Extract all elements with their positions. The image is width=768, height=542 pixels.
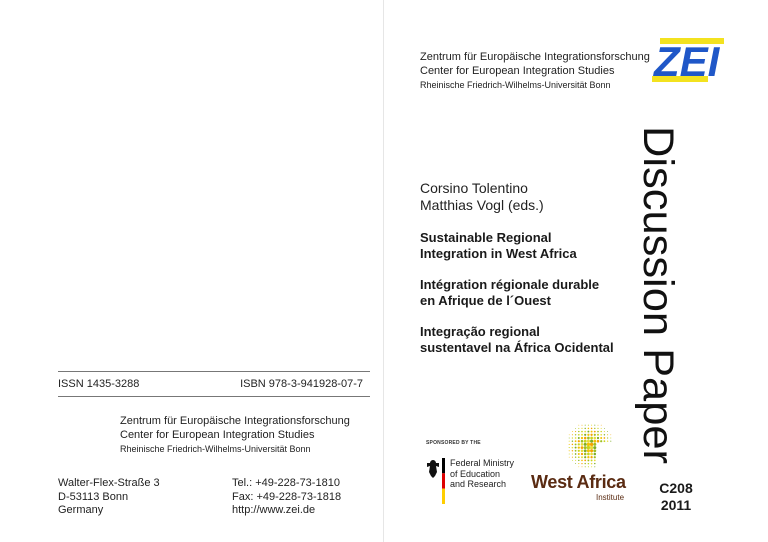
- series-title-vertical: [628, 124, 720, 474]
- logo-dot: [578, 443, 580, 445]
- logo-dot: [594, 434, 596, 436]
- logo-dot: [569, 454, 570, 455]
- logo-dot: [569, 457, 570, 458]
- title-french-line1: Intégration régionale durable: [420, 277, 600, 292]
- logo-dot: [587, 449, 590, 452]
- logo-dot: [569, 434, 570, 435]
- page-fold: [383, 0, 384, 542]
- west-africa-institute-sub: Institute: [596, 493, 625, 502]
- logo-dot: [593, 443, 596, 446]
- logo-dot: [591, 463, 593, 465]
- logo-dot: [572, 457, 573, 458]
- series-name: Discussion Paper: [634, 126, 682, 461]
- logo-dot: [607, 431, 608, 432]
- logo-dot: [572, 450, 573, 451]
- logo-dot: [584, 434, 586, 436]
- title-english-line2: Integration in West Africa: [420, 245, 577, 261]
- logo-dot: [572, 437, 573, 438]
- logo-dot: [575, 440, 577, 442]
- logo-dot: [575, 434, 576, 435]
- title-french: [420, 277, 614, 308]
- editors: [420, 180, 544, 214]
- zei-logo-text: ZEI: [654, 38, 720, 85]
- logo-dot: [590, 453, 593, 456]
- logo-dot: [575, 428, 576, 429]
- logo-dot: [569, 450, 570, 451]
- logo-dot: [578, 466, 579, 467]
- logo-dot: [587, 440, 590, 443]
- german-flag-stripe: [442, 458, 445, 504]
- logo-dot: [575, 453, 577, 455]
- logo-dot: [590, 443, 593, 446]
- logo-dot: [601, 425, 602, 426]
- back-institute-name-de: Zentrum für Europäische Integrationsforschung: [120, 415, 350, 427]
- logo-dot: [581, 428, 582, 429]
- logo-dot: [581, 460, 583, 462]
- logo-dot: [604, 437, 606, 439]
- logo-dot: [594, 460, 596, 462]
- logo-dot: [578, 450, 580, 452]
- paper-number: C208: [659, 480, 693, 496]
- title-portuguese: [420, 324, 614, 355]
- editor-2: Matthias Vogl (eds.): [420, 197, 544, 213]
- logo-dot: [590, 456, 592, 458]
- logo-dot: [578, 434, 580, 436]
- logo-dot: [590, 449, 593, 452]
- logo-dot: [569, 444, 570, 445]
- logo-dot: [597, 440, 600, 443]
- logo-dot: [591, 425, 592, 426]
- logo-dot: [594, 431, 596, 433]
- logo-dot: [594, 437, 597, 440]
- federal-eagle-icon: [426, 458, 440, 480]
- logo-dot: [572, 444, 574, 446]
- issn: ISSN 1435-3288: [58, 378, 140, 390]
- logo-dot: [582, 425, 583, 426]
- logo-dot: [594, 425, 595, 426]
- logo-dot: [597, 431, 599, 433]
- series-number-block: [651, 480, 701, 514]
- logo-dot: [600, 431, 601, 432]
- address-street: Walter-Flex-Straße 3: [58, 477, 160, 489]
- logo-dot: [594, 466, 595, 467]
- logo-dot: [587, 446, 590, 449]
- west-africa-institute-name: West Africa: [531, 472, 626, 492]
- logo-dot: [584, 437, 587, 440]
- postal-address: [58, 477, 160, 518]
- logo-dot: [601, 428, 602, 429]
- logo-dot: [581, 446, 584, 449]
- logo-dot: [600, 434, 602, 436]
- back-university-name: Rheinische Friedrich-Wilhelms-Universität Bonn: [120, 444, 311, 454]
- logo-dot: [572, 431, 573, 432]
- logo-dot: [578, 437, 580, 439]
- logo-dot: [591, 459, 593, 461]
- logo-dot: [584, 446, 587, 449]
- website-link[interactable]: http://www.zei.de: [232, 504, 316, 516]
- title-portuguese-line1: Integração regional: [420, 324, 540, 339]
- logo-dot: [604, 431, 605, 432]
- logo-dot: [584, 443, 587, 446]
- logo-dot: [584, 453, 587, 456]
- logo-dot: [584, 440, 587, 443]
- logo-dot: [575, 450, 577, 452]
- logo-dot: [590, 446, 593, 449]
- telephone: Tel.: +49-228-73-1810: [232, 477, 340, 489]
- logo-dot: [569, 441, 570, 442]
- logo-dot: [604, 428, 605, 429]
- institute-name-en: Center for European Integration Studies: [420, 65, 615, 77]
- contact-info: [232, 477, 341, 518]
- logo-dot: [578, 460, 579, 461]
- logo-dot: [584, 431, 586, 433]
- logo-dot: [578, 456, 580, 458]
- logo-dot: [578, 446, 580, 448]
- logo-dot: [593, 440, 596, 443]
- bmbf-logo-text: [450, 458, 514, 490]
- logo-dot: [600, 440, 602, 442]
- west-africa-institute-logo: [556, 420, 620, 476]
- logo-dot: [581, 434, 583, 436]
- divider-top: [58, 371, 370, 372]
- logo-dot: [597, 437, 599, 439]
- university-name: Rheinische Friedrich-Wilhelms-Universität Bonn: [420, 80, 611, 90]
- logo-dot: [588, 428, 590, 430]
- logo-dot: [572, 460, 573, 461]
- logo-dot: [584, 428, 585, 429]
- logo-dot: [578, 463, 579, 464]
- logo-dot: [590, 437, 593, 440]
- logo-dot: [575, 447, 577, 449]
- logo-dot: [587, 434, 589, 436]
- ministry-line2: of Education: [450, 468, 501, 479]
- ministry-line1: Federal Ministry: [450, 458, 515, 468]
- address-city: D-53113 Bonn: [58, 490, 129, 503]
- logo-dot: [584, 449, 587, 452]
- logo-dot: [594, 428, 595, 429]
- editor-1: Corsino Tolentino: [420, 180, 528, 196]
- logo-dot: [581, 443, 584, 446]
- logo-dot: [607, 440, 608, 441]
- logo-dot: [581, 431, 583, 433]
- logo-dot: [600, 437, 602, 439]
- logo-dot: [584, 456, 586, 458]
- logo-dot: [578, 440, 580, 442]
- logo-dot: [575, 456, 576, 457]
- logo-dot: [587, 443, 590, 446]
- logo-dot: [572, 434, 573, 435]
- logo-dot: [581, 440, 584, 443]
- logo-dot: [575, 463, 576, 464]
- logo-dot: [587, 453, 590, 456]
- logo-dot: [578, 428, 579, 429]
- logo-dot: [588, 463, 590, 465]
- logo-dot: [588, 425, 589, 426]
- title-french-line2: en Afrique de l´Ouest: [420, 292, 551, 308]
- logo-dot: [585, 425, 586, 426]
- logo-dot: [590, 440, 593, 443]
- logo-dot: [594, 456, 596, 458]
- titles: [420, 230, 614, 371]
- logo-dot: [590, 434, 592, 436]
- logo-dot: [581, 456, 583, 458]
- divider-bottom: [58, 396, 370, 397]
- address-country: Germany: [58, 504, 104, 516]
- back-institute-block: [120, 414, 350, 456]
- logo-dot: [604, 434, 605, 435]
- logo-dot: [581, 453, 583, 455]
- logo-dot: [584, 463, 585, 464]
- logo-dot: [578, 453, 580, 455]
- title-portuguese-line2: sustentavel na África Ocidental: [420, 339, 614, 355]
- logo-dot: [578, 425, 579, 426]
- logo-dot: [575, 431, 576, 432]
- logo-dot: [610, 438, 611, 439]
- logo-dot: [569, 438, 570, 439]
- logo-dot: [591, 466, 592, 467]
- fax: Fax: +49-228-73-1818: [232, 490, 342, 503]
- logo-dot: [598, 425, 599, 426]
- logo-dot: [581, 450, 584, 453]
- logo-dot: [591, 428, 593, 430]
- logo-dot: [604, 440, 606, 442]
- back-institute-name-en: Center for European Integration Studies: [120, 429, 315, 441]
- logo-dot: [575, 460, 576, 461]
- logo-dot: [610, 441, 611, 442]
- logo-dot: [593, 446, 596, 449]
- institute-block: [420, 50, 650, 92]
- logo-dot: [587, 459, 589, 461]
- logo-dot: [575, 437, 577, 439]
- logo-dot: [593, 449, 596, 452]
- logo-dot: [581, 463, 582, 464]
- title-english: [420, 230, 614, 261]
- logo-dot: [584, 460, 586, 462]
- logo-dot: [587, 437, 590, 440]
- logo-dot: [607, 437, 608, 438]
- logo-dot: [607, 434, 608, 435]
- logo-dot: [594, 463, 595, 464]
- logo-dot: [587, 431, 589, 433]
- logo-dot: [594, 453, 597, 456]
- logo-dot: [587, 456, 589, 458]
- zei-logo: [652, 32, 728, 92]
- title-english-line1: Sustainable Regional: [420, 230, 552, 245]
- paper-year: 2011: [660, 497, 692, 513]
- logo-dot: [572, 447, 574, 449]
- logo-dot: [569, 447, 570, 448]
- logo-dot: [588, 466, 589, 467]
- logo-dot: [581, 437, 583, 439]
- ministry-line3: and Research: [450, 479, 507, 489]
- logo-dot: [597, 434, 599, 436]
- logo-dot: [572, 440, 573, 441]
- logo-dot: [591, 431, 593, 433]
- logo-dot: [578, 431, 579, 432]
- logo-dot: [582, 466, 583, 467]
- isbn: ISBN 978-3-941928-07-7: [240, 378, 363, 390]
- logo-dot: [610, 434, 611, 435]
- logo-dot: [585, 466, 586, 467]
- logo-dot: [575, 443, 577, 445]
- logo-dot: [597, 428, 598, 429]
- issn-isbn-row: [58, 378, 370, 390]
- sponsored-by-label: SPONSORED BY THE: [426, 440, 481, 446]
- logo-dot: [572, 453, 573, 454]
- institute-name-de: Zentrum für Europäische Integrationsforschung: [420, 51, 650, 63]
